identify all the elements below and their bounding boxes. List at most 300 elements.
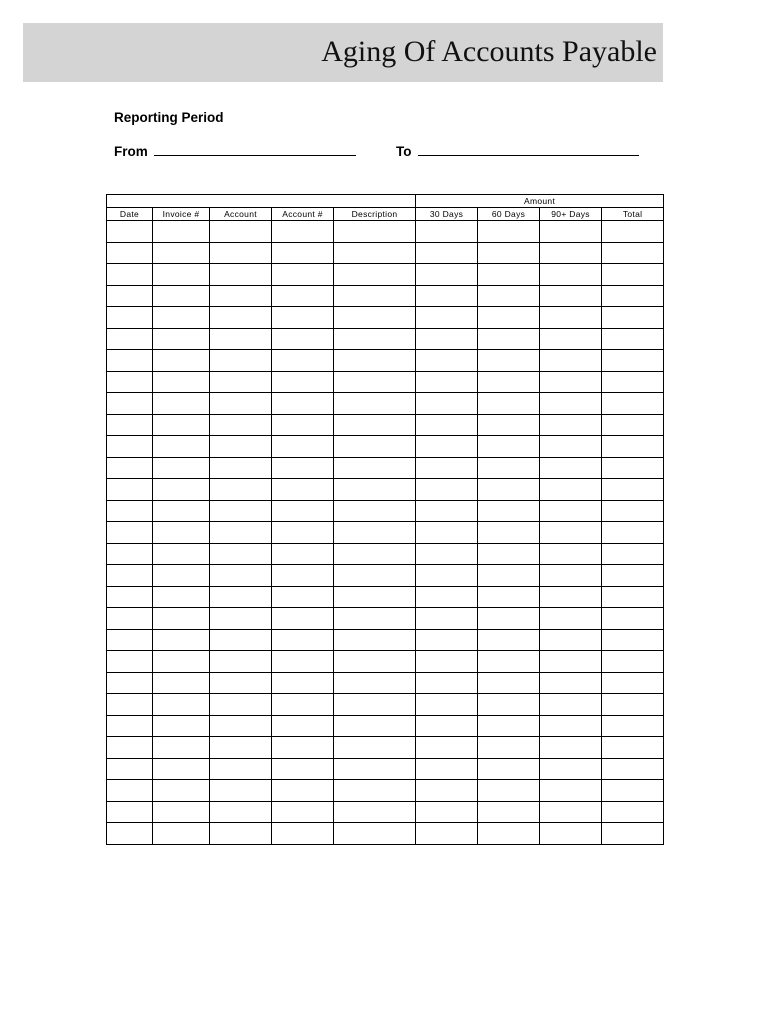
table-cell[interactable]: [602, 414, 664, 436]
table-cell[interactable]: [334, 522, 416, 544]
table-cell[interactable]: [478, 350, 540, 372]
table-cell[interactable]: [107, 500, 153, 522]
table-cell[interactable]: [210, 758, 272, 780]
table-cell[interactable]: [210, 479, 272, 501]
table-cell[interactable]: [210, 522, 272, 544]
table-cell[interactable]: [272, 801, 334, 823]
table-cell[interactable]: [272, 608, 334, 630]
table-cell[interactable]: [272, 694, 334, 716]
table-cell[interactable]: [416, 414, 478, 436]
table-cell[interactable]: [602, 629, 664, 651]
table-cell[interactable]: [210, 350, 272, 372]
col-header-90-days: 90+ Days: [540, 208, 602, 221]
table-group-header-row: [107, 195, 664, 208]
table-cell[interactable]: [210, 801, 272, 823]
table-cell[interactable]: [272, 436, 334, 458]
table-cell[interactable]: [107, 307, 153, 329]
table-cell[interactable]: [416, 285, 478, 307]
table-cell[interactable]: [416, 758, 478, 780]
table-row: [107, 608, 664, 630]
table-row: [107, 500, 664, 522]
table-cell[interactable]: [153, 715, 210, 737]
table-cell[interactable]: [153, 823, 210, 845]
table-cell[interactable]: [540, 672, 602, 694]
table-cell[interactable]: [334, 307, 416, 329]
table-cell[interactable]: [334, 651, 416, 673]
table-cell[interactable]: [478, 285, 540, 307]
table-cell[interactable]: [416, 371, 478, 393]
table-cell[interactable]: [210, 500, 272, 522]
table-cell[interactable]: [107, 629, 153, 651]
table-cell[interactable]: [272, 737, 334, 759]
table-cell[interactable]: [602, 608, 664, 630]
table-cell[interactable]: [272, 651, 334, 673]
table-cell[interactable]: [334, 221, 416, 243]
table-cell[interactable]: [416, 823, 478, 845]
table-cell[interactable]: [540, 393, 602, 415]
table-cell[interactable]: [540, 629, 602, 651]
table-cell[interactable]: [540, 371, 602, 393]
table-cell[interactable]: [153, 801, 210, 823]
table-cell[interactable]: [334, 285, 416, 307]
table-cell[interactable]: [602, 694, 664, 716]
table-cell[interactable]: [478, 801, 540, 823]
table-cell[interactable]: [540, 651, 602, 673]
table-cell[interactable]: [334, 393, 416, 415]
table-cell[interactable]: [210, 565, 272, 587]
col-header-account-number: Account #: [272, 208, 334, 221]
reporting-period-label: Reporting Period: [114, 110, 224, 125]
table-cell[interactable]: [153, 436, 210, 458]
table-cell[interactable]: [153, 393, 210, 415]
from-label: From: [114, 144, 148, 159]
table-cell[interactable]: [153, 694, 210, 716]
table-cell[interactable]: [334, 629, 416, 651]
table-cell[interactable]: [540, 500, 602, 522]
table-cell[interactable]: [107, 479, 153, 501]
table-cell[interactable]: [272, 780, 334, 802]
table-cell[interactable]: [107, 285, 153, 307]
table-cell[interactable]: [416, 457, 478, 479]
table-cell[interactable]: [210, 414, 272, 436]
table-cell[interactable]: [334, 414, 416, 436]
table-cell[interactable]: [210, 393, 272, 415]
table-cell[interactable]: [602, 651, 664, 673]
table-cell[interactable]: [416, 543, 478, 565]
table-row: [107, 715, 664, 737]
table-cell[interactable]: [540, 242, 602, 264]
table-cell[interactable]: [272, 565, 334, 587]
table-cell[interactable]: [272, 522, 334, 544]
table-cell[interactable]: [540, 350, 602, 372]
table-cell[interactable]: [153, 543, 210, 565]
table-body: [107, 221, 664, 845]
table-cell[interactable]: [478, 307, 540, 329]
table-cell[interactable]: [602, 479, 664, 501]
table-cell[interactable]: [602, 436, 664, 458]
table-cell[interactable]: [334, 586, 416, 608]
table-cell[interactable]: [602, 715, 664, 737]
table-cell[interactable]: [602, 737, 664, 759]
table-cell[interactable]: [478, 414, 540, 436]
table-cell[interactable]: [153, 414, 210, 436]
table-cell[interactable]: [478, 823, 540, 845]
table-cell[interactable]: [540, 758, 602, 780]
table-cell[interactable]: [602, 565, 664, 587]
table-cell[interactable]: [416, 672, 478, 694]
table-cell[interactable]: [416, 522, 478, 544]
table-cell[interactable]: [478, 672, 540, 694]
table-row: [107, 823, 664, 845]
col-header-60-days: 60 Days: [478, 208, 540, 221]
amount-group-header: Amount: [416, 195, 664, 208]
table-cell[interactable]: [210, 672, 272, 694]
table-cell[interactable]: [334, 479, 416, 501]
table-cell[interactable]: [540, 436, 602, 458]
table-row: [107, 328, 664, 350]
table-cell[interactable]: [416, 629, 478, 651]
table-cell[interactable]: [210, 651, 272, 673]
table-cell[interactable]: [540, 608, 602, 630]
blank-group-header: [107, 195, 416, 208]
table-cell[interactable]: [107, 393, 153, 415]
table-cell[interactable]: [334, 801, 416, 823]
table-cell[interactable]: [272, 242, 334, 264]
table-cell[interactable]: [416, 694, 478, 716]
table-cell[interactable]: [210, 823, 272, 845]
table-cell[interactable]: [416, 221, 478, 243]
table-row: [107, 436, 664, 458]
table-cell[interactable]: [210, 629, 272, 651]
table-cell[interactable]: [416, 264, 478, 286]
table-cell[interactable]: [602, 543, 664, 565]
col-header-description: Description: [334, 208, 416, 221]
from-blank-line[interactable]: [154, 143, 356, 156]
table-cell[interactable]: [153, 651, 210, 673]
table-cell[interactable]: [272, 457, 334, 479]
col-header-total: Total: [602, 208, 664, 221]
table-cell[interactable]: [416, 780, 478, 802]
table-cell[interactable]: [334, 328, 416, 350]
table-row: [107, 651, 664, 673]
table-cell[interactable]: [107, 780, 153, 802]
table-cell[interactable]: [478, 457, 540, 479]
table-cell[interactable]: [478, 608, 540, 630]
table-cell[interactable]: [272, 629, 334, 651]
table-cell[interactable]: [107, 543, 153, 565]
table-cell[interactable]: [478, 715, 540, 737]
table-cell[interactable]: [107, 801, 153, 823]
table-cell[interactable]: [153, 307, 210, 329]
table-cell[interactable]: [540, 586, 602, 608]
table-cell[interactable]: [540, 328, 602, 350]
table-cell[interactable]: [540, 737, 602, 759]
table-cell[interactable]: [540, 457, 602, 479]
to-label: To: [396, 144, 412, 159]
from-field: [114, 143, 356, 159]
table-cell[interactable]: [334, 500, 416, 522]
table-cell[interactable]: [540, 565, 602, 587]
table-cell[interactable]: [107, 608, 153, 630]
table-cell[interactable]: [153, 328, 210, 350]
table-row: [107, 780, 664, 802]
table-cell[interactable]: [478, 694, 540, 716]
table-cell[interactable]: [334, 823, 416, 845]
table-cell[interactable]: [272, 285, 334, 307]
table-cell[interactable]: [210, 715, 272, 737]
table-cell[interactable]: [334, 350, 416, 372]
table-cell[interactable]: [478, 264, 540, 286]
table-cell[interactable]: [416, 500, 478, 522]
table-cell[interactable]: [153, 285, 210, 307]
table-row: [107, 371, 664, 393]
table-cell[interactable]: [272, 307, 334, 329]
table-cell[interactable]: [107, 737, 153, 759]
table-cell[interactable]: [210, 694, 272, 716]
table-cell[interactable]: [334, 780, 416, 802]
table-cell[interactable]: [210, 242, 272, 264]
table-cell[interactable]: [540, 307, 602, 329]
table-cell[interactable]: [478, 242, 540, 264]
table-cell[interactable]: [153, 586, 210, 608]
table-cell[interactable]: [334, 264, 416, 286]
table-row: [107, 522, 664, 544]
table-cell[interactable]: [153, 672, 210, 694]
table-cell[interactable]: [478, 629, 540, 651]
table-cell[interactable]: [272, 328, 334, 350]
table-cell[interactable]: [478, 586, 540, 608]
table-cell[interactable]: [602, 672, 664, 694]
table-cell[interactable]: [210, 221, 272, 243]
table-cell[interactable]: [416, 651, 478, 673]
table-cell[interactable]: [416, 715, 478, 737]
table-cell[interactable]: [602, 758, 664, 780]
table-cell[interactable]: [540, 694, 602, 716]
table-cell[interactable]: [210, 608, 272, 630]
table-cell[interactable]: [210, 371, 272, 393]
table-cell[interactable]: [107, 565, 153, 587]
table-cell[interactable]: [272, 414, 334, 436]
table-cell[interactable]: [478, 737, 540, 759]
table-cell[interactable]: [272, 371, 334, 393]
table-row: [107, 457, 664, 479]
table-cell[interactable]: [153, 608, 210, 630]
table-cell[interactable]: [272, 672, 334, 694]
table-cell[interactable]: [334, 371, 416, 393]
table-cell[interactable]: [602, 801, 664, 823]
table-cell[interactable]: [478, 543, 540, 565]
table-cell[interactable]: [153, 780, 210, 802]
page-title: Aging Of Accounts Payable: [321, 35, 657, 68]
table-cell[interactable]: [107, 758, 153, 780]
table-cell[interactable]: [210, 307, 272, 329]
table-row: [107, 393, 664, 415]
table-cell[interactable]: [107, 586, 153, 608]
table-cell[interactable]: [602, 780, 664, 802]
table-cell[interactable]: [602, 371, 664, 393]
col-header-30-days: 30 Days: [416, 208, 478, 221]
table-cell[interactable]: [272, 823, 334, 845]
table-row: [107, 221, 664, 243]
table-cell[interactable]: [153, 758, 210, 780]
table-cell[interactable]: [602, 285, 664, 307]
table-cell[interactable]: [107, 371, 153, 393]
table-cell[interactable]: [272, 221, 334, 243]
table-cell[interactable]: [153, 457, 210, 479]
table-cell[interactable]: [107, 436, 153, 458]
table-cell[interactable]: [540, 543, 602, 565]
table-cell[interactable]: [107, 694, 153, 716]
table-cell[interactable]: [272, 715, 334, 737]
table-cell[interactable]: [272, 264, 334, 286]
table-cell[interactable]: [540, 414, 602, 436]
table-cell[interactable]: [107, 651, 153, 673]
table-cell[interactable]: [334, 543, 416, 565]
table-cell[interactable]: [540, 801, 602, 823]
table-cell[interactable]: [334, 715, 416, 737]
table-cell[interactable]: [107, 672, 153, 694]
table-cell[interactable]: [540, 264, 602, 286]
table-cell[interactable]: [153, 242, 210, 264]
table-cell[interactable]: [272, 393, 334, 415]
table-cell[interactable]: [416, 479, 478, 501]
table-cell[interactable]: [478, 221, 540, 243]
table-cell[interactable]: [602, 328, 664, 350]
table-cell[interactable]: [602, 221, 664, 243]
table-cell[interactable]: [602, 242, 664, 264]
table-cell[interactable]: [210, 586, 272, 608]
table-cell[interactable]: [478, 651, 540, 673]
table-cell[interactable]: [107, 264, 153, 286]
table-cell[interactable]: [210, 436, 272, 458]
table-cell[interactable]: [210, 780, 272, 802]
table-cell[interactable]: [478, 393, 540, 415]
table-cell[interactable]: [602, 823, 664, 845]
table-cell[interactable]: [153, 371, 210, 393]
table-cell[interactable]: [478, 371, 540, 393]
table-row: [107, 543, 664, 565]
table-cell[interactable]: [478, 565, 540, 587]
table-cell[interactable]: [107, 823, 153, 845]
table-cell[interactable]: [540, 285, 602, 307]
table-cell[interactable]: [540, 780, 602, 802]
table-cell[interactable]: [416, 393, 478, 415]
table-cell[interactable]: [416, 737, 478, 759]
table-cell[interactable]: [210, 285, 272, 307]
table-cell[interactable]: [416, 608, 478, 630]
table-cell[interactable]: [602, 522, 664, 544]
table-cell[interactable]: [416, 565, 478, 587]
table-cell[interactable]: [334, 672, 416, 694]
table-cell[interactable]: [153, 522, 210, 544]
table-cell[interactable]: [153, 221, 210, 243]
table-cell[interactable]: [478, 479, 540, 501]
table-cell[interactable]: [602, 264, 664, 286]
table-cell[interactable]: [107, 457, 153, 479]
table-cell[interactable]: [210, 737, 272, 759]
table-cell[interactable]: [153, 500, 210, 522]
table-cell[interactable]: [416, 307, 478, 329]
table-cell[interactable]: [602, 350, 664, 372]
table-cell[interactable]: [153, 350, 210, 372]
table-cell[interactable]: [210, 457, 272, 479]
table-cell[interactable]: [334, 436, 416, 458]
table-cell[interactable]: [334, 242, 416, 264]
table-cell[interactable]: [416, 328, 478, 350]
table-row: [107, 414, 664, 436]
table-cell[interactable]: [153, 629, 210, 651]
table-cell[interactable]: [210, 328, 272, 350]
table-cell[interactable]: [153, 565, 210, 587]
table-cell[interactable]: [107, 715, 153, 737]
table-cell[interactable]: [602, 457, 664, 479]
table-cell[interactable]: [540, 479, 602, 501]
table-cell[interactable]: [602, 500, 664, 522]
table-cell[interactable]: [478, 758, 540, 780]
to-field: [396, 143, 639, 159]
table-cell[interactable]: [107, 350, 153, 372]
table-cell[interactable]: [602, 586, 664, 608]
table-cell[interactable]: [107, 328, 153, 350]
table-cell[interactable]: [478, 328, 540, 350]
table-cell[interactable]: [540, 221, 602, 243]
table-cell[interactable]: [334, 694, 416, 716]
table-cell[interactable]: [153, 264, 210, 286]
table-cell[interactable]: [540, 715, 602, 737]
table-cell[interactable]: [153, 479, 210, 501]
table-cell[interactable]: [416, 350, 478, 372]
table-cell[interactable]: [334, 608, 416, 630]
table-cell[interactable]: [272, 479, 334, 501]
table-cell[interactable]: [602, 393, 664, 415]
to-blank-line[interactable]: [418, 143, 639, 156]
table-cell[interactable]: [107, 242, 153, 264]
table-cell[interactable]: [272, 543, 334, 565]
table-cell[interactable]: [210, 264, 272, 286]
table-cell[interactable]: [107, 522, 153, 544]
title-banner: [23, 23, 663, 82]
table-cell[interactable]: [540, 522, 602, 544]
table-cell[interactable]: [478, 436, 540, 458]
table-cell[interactable]: [478, 780, 540, 802]
table-cell[interactable]: [334, 565, 416, 587]
table-cell[interactable]: [334, 737, 416, 759]
table-cell[interactable]: [107, 414, 153, 436]
table-cell[interactable]: [210, 543, 272, 565]
table-row: [107, 350, 664, 372]
table-cell[interactable]: [272, 758, 334, 780]
table-cell[interactable]: [107, 221, 153, 243]
table-row: [107, 801, 664, 823]
table-cell[interactable]: [602, 307, 664, 329]
table-cell[interactable]: [272, 350, 334, 372]
table-cell[interactable]: [272, 500, 334, 522]
table-cell[interactable]: [334, 758, 416, 780]
table-row: [107, 758, 664, 780]
table-cell[interactable]: [272, 586, 334, 608]
table-cell[interactable]: [153, 737, 210, 759]
table-cell[interactable]: [478, 500, 540, 522]
col-header-invoice: Invoice #: [153, 208, 210, 221]
table-cell[interactable]: [416, 801, 478, 823]
table-cell[interactable]: [416, 586, 478, 608]
table-cell[interactable]: [416, 242, 478, 264]
table-cell[interactable]: [478, 522, 540, 544]
table-cell[interactable]: [416, 436, 478, 458]
table-cell[interactable]: [334, 457, 416, 479]
table-cell[interactable]: [540, 823, 602, 845]
col-header-date: Date: [107, 208, 153, 221]
